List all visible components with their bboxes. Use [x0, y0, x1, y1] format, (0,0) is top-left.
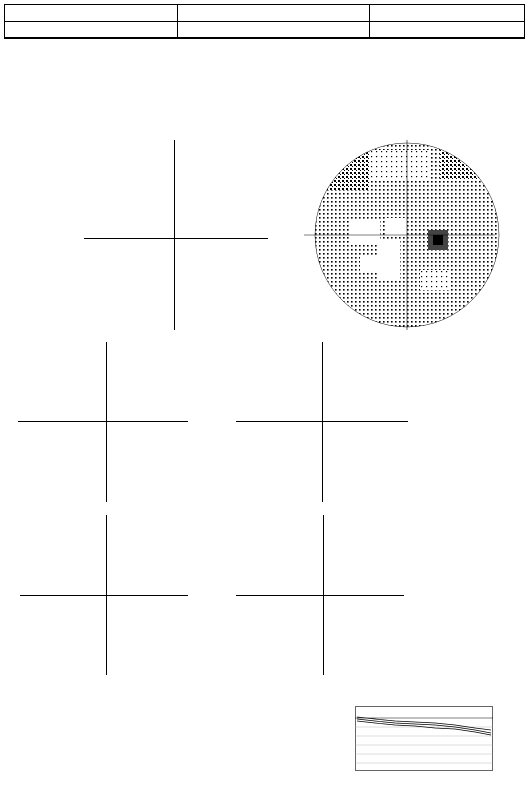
defect-curve-chart	[355, 706, 493, 772]
header-table	[4, 4, 525, 39]
grayscale-plot	[290, 140, 525, 330]
